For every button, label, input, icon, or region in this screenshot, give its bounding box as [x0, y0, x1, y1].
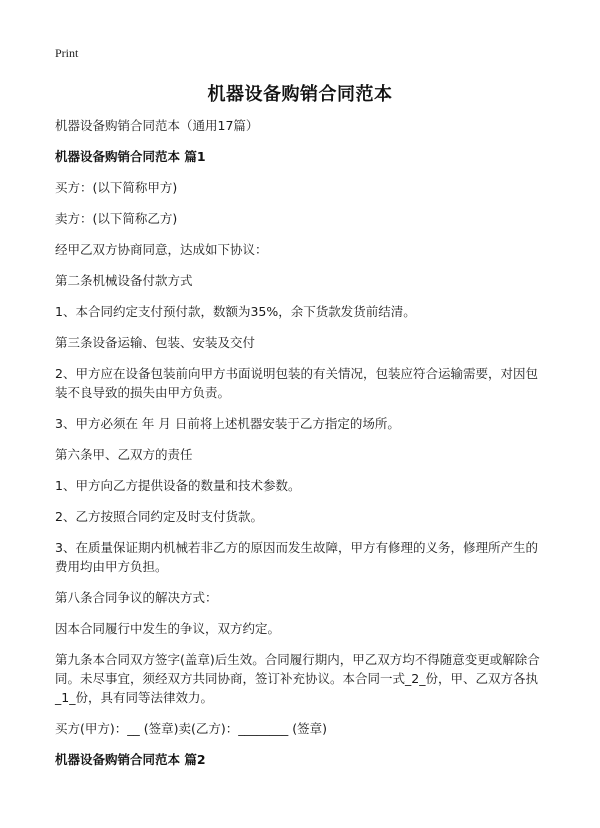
- clause-heading: 第八条合同争议的解决方式：: [55, 590, 218, 605]
- document-title: 机器设备购销合同范本: [207, 84, 393, 105]
- section-heading-1: 机器设备购销合同范本 篇1: [55, 149, 206, 164]
- clause-paragraph: 因本合同履行中发生的争议，双方约定。: [55, 621, 281, 636]
- clause-paragraph: 1、本合同约定支付预付款，数额为35%，余下货款发货前结清。: [55, 304, 416, 319]
- clause-heading: 第三条设备运输、包装、安装及交付: [55, 335, 256, 350]
- document-body: [55, 116, 550, 781]
- clause-paragraph: 1、甲方向乙方提供设备的数量和技术参数。: [55, 478, 301, 493]
- signature-line: 买方(甲方)：__ (签章)卖(乙方)：________ (签章): [55, 721, 327, 736]
- clause-paragraph: 3、甲方必须在 年 月 日前将上述机器安装于乙方指定的场所。: [55, 416, 400, 431]
- section-heading-2: 机器设备购销合同范本 篇2: [55, 752, 206, 767]
- clause-heading: 第二条机械设备付款方式: [55, 273, 193, 288]
- clause-paragraph: 3、在质量保证期内机械若非乙方的原因而发生故障，甲方有修理的义务，修理所产生的费用均由甲方负担。: [55, 540, 538, 574]
- agreement-intro: 经甲乙双方协商同意，达成如下协议：: [55, 242, 268, 257]
- clause-paragraph: 第九条本合同双方签字(盖章)后生效。合同履行期内，甲乙双方均不得随意变更或解除合同。未尽事宜，须经双方共同协商，签订补充协议。本合同一式_2_份，甲、乙双方各执_1_份，具有同等法律效力。: [55, 652, 540, 705]
- clause-paragraph: 2、乙方按照合同约定及时支付货款。: [55, 509, 263, 524]
- clause-heading: 第六条甲、乙双方的责任: [55, 447, 193, 462]
- clause-paragraph: 2、甲方应在设备包装前向甲方书面说明包装的有关情况，包装应符合运输需要，对因包装不良导致的损失由甲方负责。: [55, 366, 538, 400]
- seller-line: 卖方：(以下简称乙方): [55, 211, 178, 226]
- print-label: Print: [55, 46, 79, 60]
- document-subtitle: 机器设备购销合同范本（通用17篇）: [55, 118, 259, 133]
- buyer-line: 买方：(以下简称甲方): [55, 180, 178, 195]
